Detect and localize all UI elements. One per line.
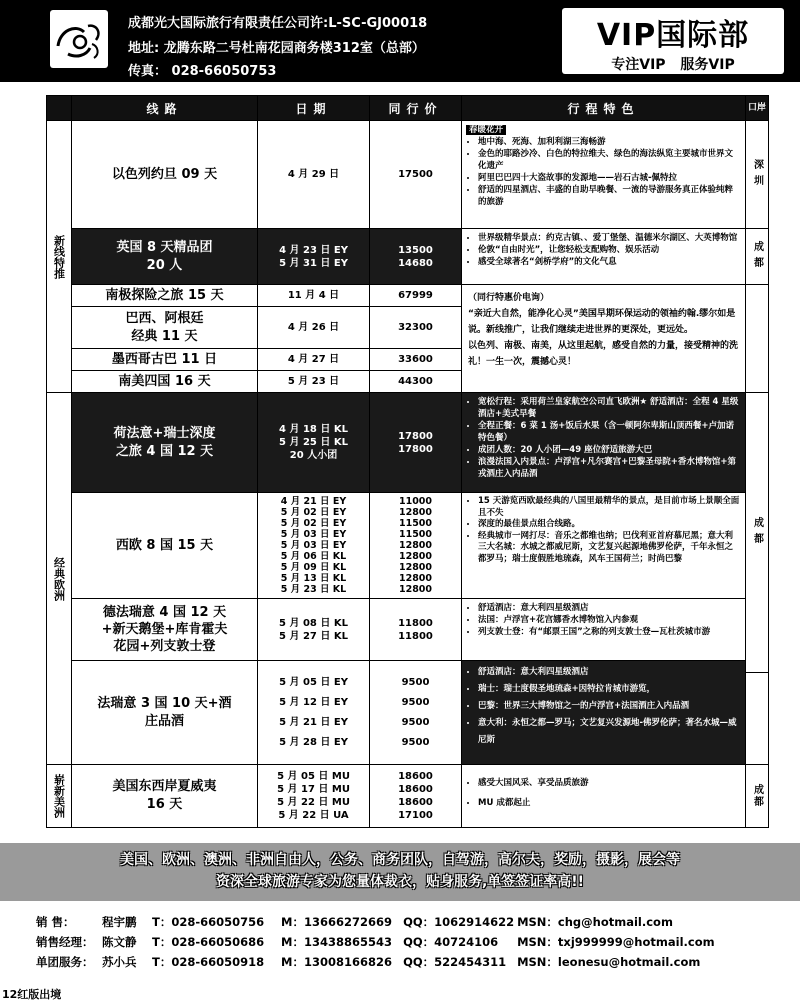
contact-name: 陈文静: [102, 935, 137, 949]
dates-mexico: [257, 348, 369, 370]
date-item: 5 月 17 日 MU: [277, 784, 350, 795]
port-empty-2: [745, 672, 768, 764]
date-item: 5 月 02 日 EY: [280, 518, 347, 529]
price-item: 11000: [398, 496, 433, 507]
feature-item: • 感受大国风采、享受品质旅游: [478, 773, 741, 793]
date-item: 5 月 05 日 EY: [279, 676, 348, 688]
vip-title: VIP国际部: [596, 18, 750, 53]
date-item: 5 月 13 日 KL: [280, 573, 347, 584]
feature-item: • 全程正餐：6 菜 1 汤+饭后水果（含一顿阿尔卑斯山顶西餐+卢加诺特色餐）: [478, 420, 741, 444]
feature-item: • 巴黎：世界三大博物馆之一的卢浮宫+法国酒庄入内品酒: [478, 698, 741, 715]
banner-line-1: 美国、欧洲、澳洲、非洲自由人，公务、商务团队，自驾游，高尔夫，奖励，摄影，展会等: [120, 852, 680, 868]
prices-usa: [369, 764, 461, 827]
date-item: 5 月 28 日 EY: [279, 736, 348, 748]
features-hfy: [461, 392, 745, 492]
date-item: 5 月 21 日 EY: [279, 716, 348, 728]
banner-line-2: 资深全球旅游专家为您量体裁衣，贴身服务,单签签证率高!!: [215, 874, 585, 890]
route-dfry: 德法瑞意 4 国 12 天 +新天鹅堡+库肯霍夫 花园+列支敦士登: [71, 598, 257, 660]
contact-tel[interactable]: T：028-66050756: [152, 915, 265, 929]
contact-row: [36, 914, 673, 930]
route-brazil: 巴西、阿根廷 经典 11 天: [71, 306, 257, 348]
contact-role: 单团服务：: [36, 955, 94, 969]
contact-qq[interactable]: QQ：40724106: [403, 935, 499, 949]
features-uk: [461, 228, 745, 284]
price-item: 9500: [401, 696, 430, 708]
contact-tel[interactable]: T：028-66050918: [152, 955, 265, 969]
header-bar: [0, 0, 800, 82]
contact-qq[interactable]: QQ：522454311: [403, 955, 507, 969]
dates-we8: [257, 492, 369, 598]
route-usa: 美国东西岸夏威夷 16 天: [71, 764, 257, 827]
contact-qq[interactable]: QQ：1062914622: [403, 915, 515, 929]
contact-name: 程宇鹏: [102, 915, 137, 929]
price-item: 17800: [398, 443, 433, 455]
date-item: 5 月 03 日 EY: [280, 540, 347, 551]
features-usa: [461, 764, 745, 827]
contact-msn[interactable]: MSN：chg@hotmail.com: [517, 915, 673, 929]
date-item: 4 月 23 日 EY: [279, 244, 348, 256]
prices-israel: [369, 120, 461, 228]
feature-item: • 15 天游览西欧最经典的八国里最精华的景点，是目前市场上景顺全面且不失: [478, 496, 741, 519]
price-item: 33600: [398, 354, 433, 365]
feature-item: • 金色的耶路沙冷、白色的特拉维夫、绿色的海法纵览主要城市世界文化遗产: [478, 148, 741, 172]
feature-item: • 成团人数：20 人小团—49 座位舒适旅游大巴: [478, 444, 741, 456]
route-israel: 以色列约旦 09 天: [71, 120, 257, 228]
category-new: 新线特推: [47, 120, 71, 392]
price-item: 11500: [398, 529, 433, 540]
price-item: 14680: [398, 257, 433, 269]
dates-usa: [257, 764, 369, 827]
date-item: 11 月 4 日: [287, 290, 340, 301]
prices-antarctic: [369, 284, 461, 306]
price-item: 9500: [401, 676, 430, 688]
price-item: 11800: [398, 630, 433, 642]
feature-item: • 感受全球著名“剑桥学府”的文化气息: [478, 256, 741, 268]
port-shenzhen: 深圳: [745, 120, 768, 228]
category-europe: 经典欧洲: [47, 392, 71, 764]
date-item: 5 月 23 日 KL: [280, 584, 347, 595]
prices-hfy: [369, 392, 461, 492]
vip-slogan: 专注VIP 服务VIP: [611, 57, 735, 73]
dates-brazil: [257, 306, 369, 348]
feature-line: （同行特惠价电询）: [468, 293, 550, 303]
price-item: 67999: [398, 290, 433, 301]
port-chengdu-3: 成都: [745, 764, 768, 827]
dates-hfy: [257, 392, 369, 492]
dates-dfry: [257, 598, 369, 660]
price-item: 44300: [398, 376, 433, 387]
price-item: 11800: [398, 617, 433, 629]
feature-item: • 阿里巴巴四十大盗故事的发源地——岩石古城-佩特拉: [478, 172, 741, 184]
date-item: 5 月 27 日 KL: [279, 630, 348, 642]
header-blank: [47, 96, 71, 120]
contact-row: [36, 934, 715, 950]
header-port: 口岸: [745, 96, 768, 120]
feature-item: • 伦敦“自由时光”，让您轻松支配购物、娱乐活动: [478, 244, 741, 256]
route-uk: 英国 8 天精品团 20 人: [71, 228, 257, 284]
date-item: 5 月 09 日 KL: [280, 562, 347, 573]
price-item: 12800: [398, 584, 433, 595]
date-item: 5 月 08 日 KL: [279, 617, 348, 629]
route-antarctic: 南极探险之旅 15 天: [71, 284, 257, 306]
route-we8: 西欧 8 国 15 天: [71, 492, 257, 598]
dates-antarctic: [257, 284, 369, 306]
feature-item: • 舒适的四星酒店、丰盛的自助早晚餐、一流的导游服务真正体验纯粹的旅游: [478, 184, 741, 208]
date-item: 4 月 26 日: [287, 322, 340, 333]
header-features: 行程特色: [461, 96, 745, 120]
company-license: 成都光大国际旅行有限责任公司许:L-SC-GJ00018: [128, 16, 428, 31]
prices-sa4: [369, 370, 461, 392]
date-item: 5 月 25 日 KL: [279, 437, 348, 448]
header-route: 线路: [71, 96, 257, 120]
features-fry: [461, 660, 745, 764]
feature-item: • MU 成都起止: [478, 793, 741, 813]
price-item: 13500: [398, 244, 433, 256]
route-hfy: 荷法意+瑞士深度 之旅 4 国 12 天: [71, 392, 257, 492]
date-item: 5 月 22 日 UA: [278, 810, 349, 821]
route-mexico: 墨西哥古巴 11 日: [71, 348, 257, 370]
price-item: 9500: [401, 736, 430, 748]
price-item: 11500: [398, 518, 433, 529]
price-item: 17800: [398, 430, 433, 442]
dates-israel: [257, 120, 369, 228]
price-item: 12800: [398, 540, 433, 551]
tag-spring: 春暖花开: [466, 125, 506, 135]
prices-dfry: [369, 598, 461, 660]
date-item: 5 月 05 日 MU: [277, 771, 350, 782]
price-item: 17100: [398, 810, 433, 821]
features-south-america: [461, 284, 745, 392]
port-chengdu-2: 成都: [745, 392, 768, 672]
prices-brazil: [369, 306, 461, 348]
price-item: 17500: [398, 169, 433, 180]
contact-name: 苏小兵: [102, 955, 137, 969]
date-item: 5 月 22 日 MU: [277, 797, 350, 808]
price-item: 32300: [398, 322, 433, 333]
feature-item: • 法国：卢浮宫+花宫娜香水博物馆入内参观: [478, 614, 741, 626]
price-item: 18600: [398, 784, 433, 795]
contact-msn[interactable]: MSN：leonesu@hotmail.com: [517, 955, 701, 969]
company-fax: 传真： 028-66050753: [128, 64, 277, 79]
contact-tel[interactable]: T：028-66050686: [152, 935, 265, 949]
date-item: 5 月 06 日 KL: [280, 551, 347, 562]
contact-role: 销 售：: [36, 915, 75, 929]
features-israel: [461, 120, 745, 228]
date-item: 5 月 03 日 EY: [280, 529, 347, 540]
contact-mobile[interactable]: M：13438865543: [281, 935, 393, 949]
date-item: 5 月 02 日 EY: [280, 507, 347, 518]
prices-uk: [369, 228, 461, 284]
route-sa4: 南美四国 16 天: [71, 370, 257, 392]
header-date: 日期: [257, 96, 369, 120]
features-we8: [461, 492, 745, 598]
price-item: 18600: [398, 797, 433, 808]
feature-item: • 宽松行程：采用荷兰皇家航空公司直飞欧洲★ 舒适酒店：全程 4 星级酒店+美式早餐: [478, 396, 741, 420]
feature-item: • 世界级精华景点：约克古镇、、爱丁堡堡、温德米尔湖区、大英博物馆: [478, 232, 741, 244]
feature-item: • 地中海、死海、加利利湖三海畅游: [478, 136, 741, 148]
price-item: 12800: [398, 507, 433, 518]
date-item: 4 月 21 日 EY: [280, 496, 347, 507]
price-item: 18600: [398, 771, 433, 782]
header-price: 同行价: [369, 96, 461, 120]
category-america: 崭新美洲: [47, 764, 71, 827]
price-item: 12800: [398, 551, 433, 562]
contact-role: 销售经理：: [36, 935, 94, 949]
price-item: 12800: [398, 573, 433, 584]
feature-item: • 浪漫法国入内景点：卢浮宫+凡尔赛宫+巴黎圣母院+香水博物馆+第戎酒庄入内品酒: [478, 456, 741, 480]
page-footer: 12红版出境: [2, 988, 62, 1001]
price-item: 9500: [401, 716, 430, 728]
date-item: 5 月 23 日: [287, 376, 340, 387]
feature-item: • 舒适酒店：意大利四星级酒店: [478, 602, 741, 614]
date-item: 20 人小团: [289, 450, 338, 461]
dates-fry: [257, 660, 369, 764]
feature-item: • 深度的最佳景点组合线路。: [478, 519, 741, 531]
features-dfry: [461, 598, 745, 660]
feature-item: • 意大利：永恒之都—罗马；文艺复兴发源地-佛罗伦萨；著名水城—威尼斯: [478, 715, 741, 749]
feature-item: • 列支敦士登：有“邮票王国”之称的列支敦士登—瓦杜茨城市游: [478, 626, 741, 638]
vip-badge: [562, 8, 784, 74]
port-chengdu-1: 成都: [745, 228, 768, 284]
dates-sa4: [257, 370, 369, 392]
route-fry: 法瑞意 3 国 10 天+酒 庄品酒: [71, 660, 257, 764]
company-logo: [50, 10, 108, 68]
feature-line: “亲近大自然，能净化心灵”美国早期环保运动的领袖约翰.缪尔如是说。新线推广，让我们继续走进世界的更深处，更远处。: [468, 309, 736, 335]
feature-line: 以色列、南极、南美，从这里起航，感受自然的力量，接受精神的洗礼！一生一次，震撼心灵！: [468, 341, 739, 367]
dates-uk: [257, 228, 369, 284]
date-item: 4 月 29 日: [287, 169, 340, 180]
date-item: 5 月 12 日 EY: [279, 696, 348, 708]
promo-banner: [0, 843, 800, 901]
feature-item: • 舒适酒店：意大利四星级酒店: [478, 664, 741, 681]
feature-item: • 经典城市一网打尽：音乐之都维也纳；巴伐利亚首府慕尼黑；意大利三大名城：水城之都威尼斯，文艺复兴起源地佛罗伦萨，千年永恒之都罗马；瑞士度假胜地琉森，风车王国荷兰；时尚巴黎: [478, 531, 741, 566]
contact-row: [36, 954, 700, 970]
port-empty: [745, 284, 768, 392]
contact-msn[interactable]: MSN：txj999999@hotmail.com: [517, 935, 715, 949]
company-address: 地址: 龙腾东路二号杜南花园商务楼312室（总部）: [128, 41, 425, 56]
contact-mobile[interactable]: M：13666272669: [281, 915, 393, 929]
date-item: 5 月 31 日 EY: [279, 257, 348, 269]
prices-fry: [369, 660, 461, 764]
contact-mobile[interactable]: M：13008166826: [281, 955, 393, 969]
prices-we8: [369, 492, 461, 598]
feature-item: • 瑞士：瑞士度假圣地琉森+因特拉肯城市游览，: [478, 681, 741, 698]
price-item: 12800: [398, 562, 433, 573]
date-item: 4 月 18 日 KL: [279, 424, 348, 435]
itinerary-table: [46, 95, 769, 828]
date-item: 4 月 27 日: [287, 354, 340, 365]
prices-mexico: [369, 348, 461, 370]
